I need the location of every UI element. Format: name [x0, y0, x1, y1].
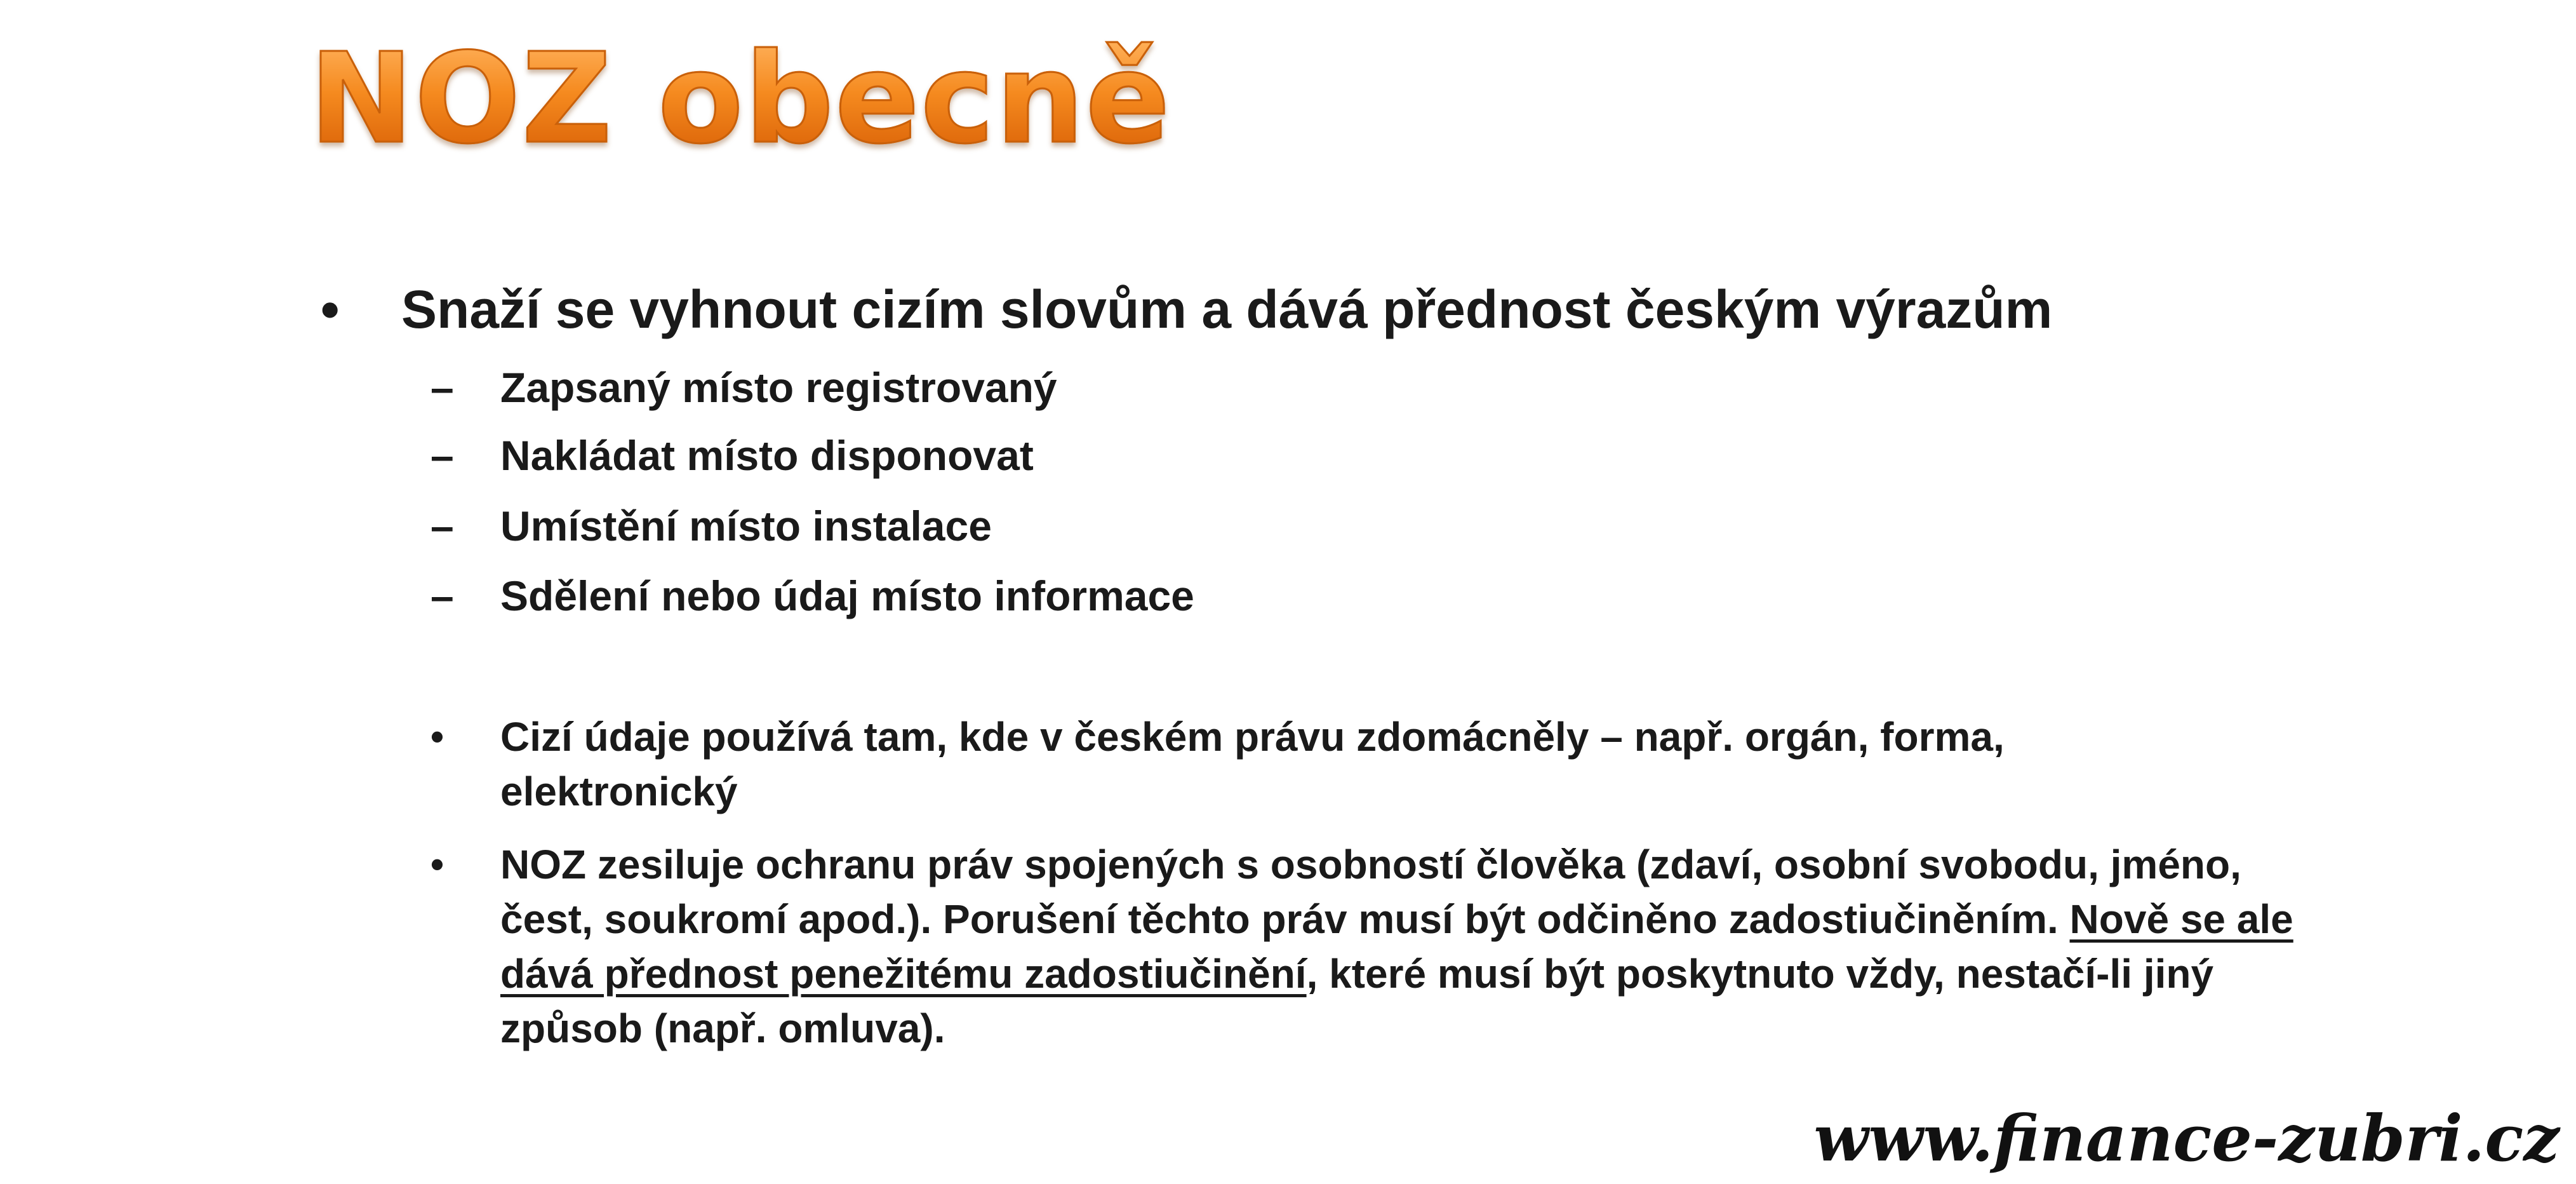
main-bullet-text: Snaží se vyhnout cizím slovům a dává přednost českým výrazům	[401, 279, 2053, 339]
bullet-marker: •	[430, 843, 444, 885]
slide-title: NOZ obecně	[309, 27, 1171, 172]
personality-rights-text-end: , které musí být poskytnuto vždy, nestačí-li jiný způsob (např. omluva).	[500, 951, 2214, 1051]
sub-bullet-marker: –	[430, 364, 454, 411]
website-watermark: www.finance-zubri.cz	[1813, 1101, 2559, 1176]
sub-bullet-marker: –	[430, 572, 454, 619]
personality-rights-text: NOZ zesiluje ochranu práv spojených s osobností člověka (zdaví, osobní svobodu, jméno, čest, soukromí apod.). Porušení těchto práv musí být odčiněno zadostiučiněním.	[500, 842, 2241, 942]
underlined-emphasis: Nově se ale dává přednost penežitému zadostiučinění	[500, 896, 2293, 997]
bullet-marker: •	[321, 279, 340, 339]
sub-bullet-marker: –	[430, 502, 454, 549]
sub-item-1: Zapsaný místo registrovaný	[500, 364, 1057, 411]
bullet-foreign-words: Cizí údaje používá tam, kde v českém právu zdomácněly – např. orgán, forma, elektronický	[500, 714, 2005, 814]
sub-item-2: Nakládat místo disponovat	[500, 432, 1034, 479]
bullet-marker: •	[430, 715, 444, 758]
sub-item-4: Sdělení nebo údaj místo informace	[500, 572, 1194, 619]
sub-item-3: Umístění místo instalace	[500, 502, 992, 549]
sub-bullet-marker: –	[430, 432, 454, 479]
bullet-personality-rights	[500, 837, 2304, 1056]
